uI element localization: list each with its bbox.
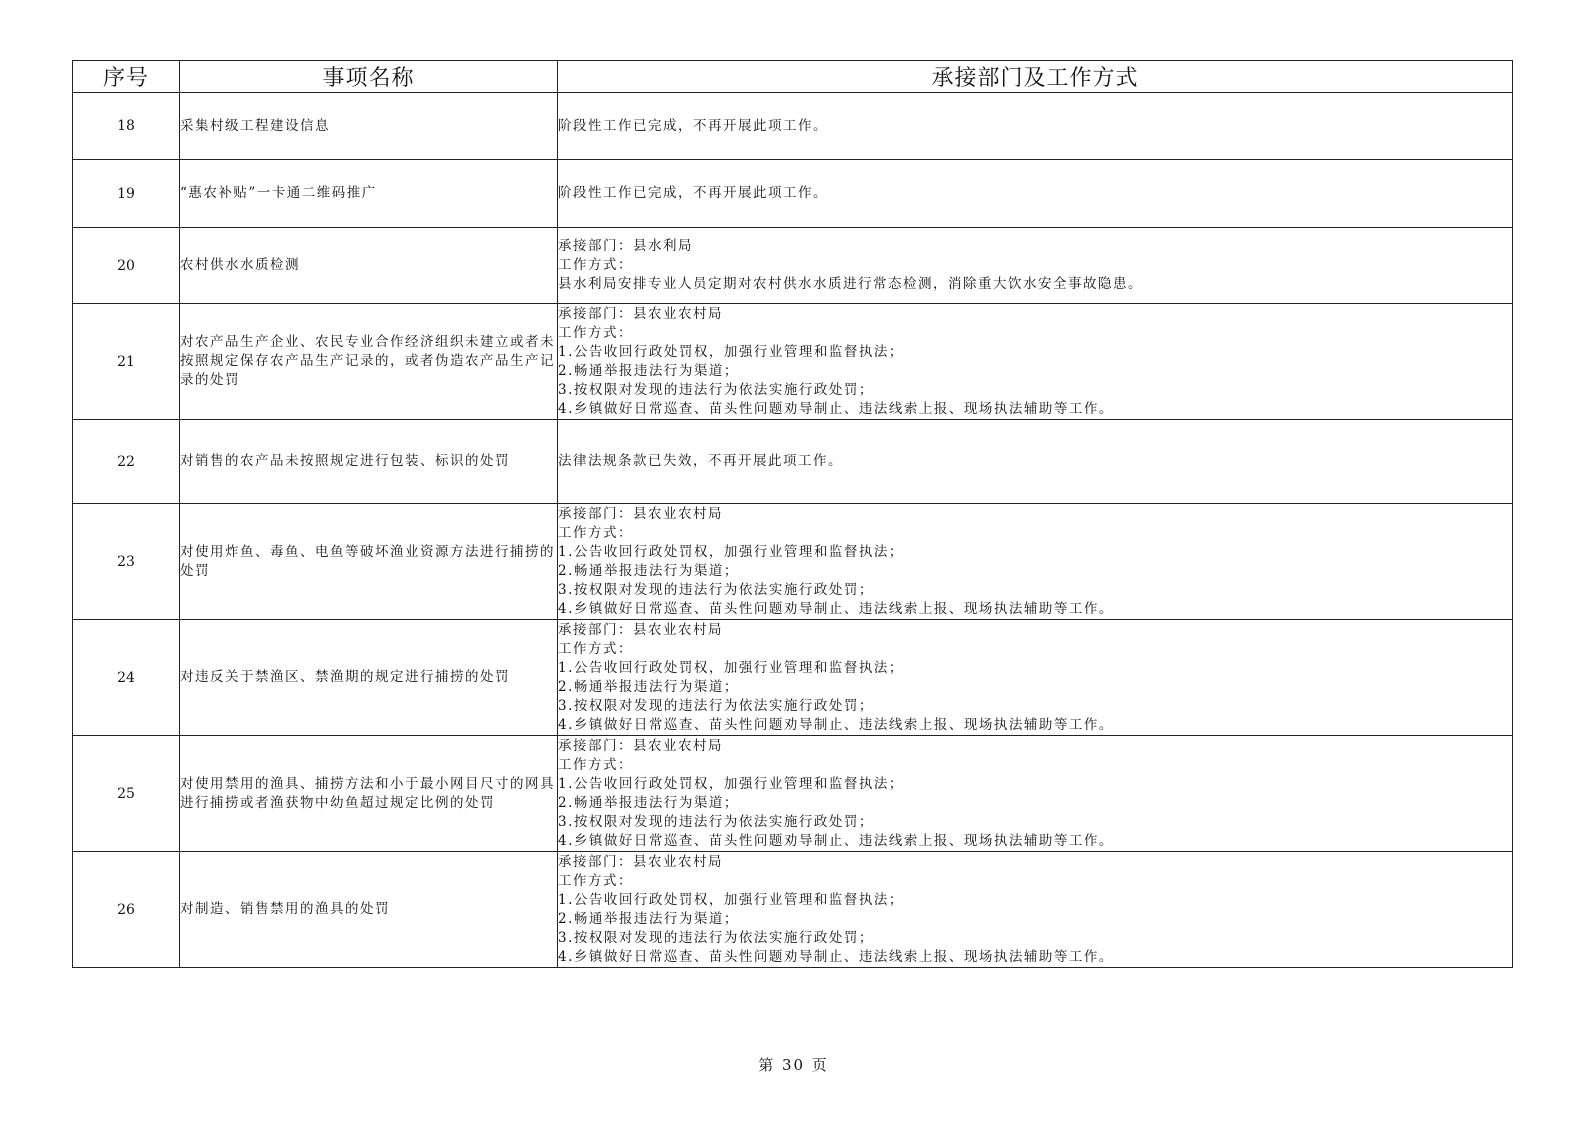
item-name: 对违反关于禁渔区、禁渔期的规定进行捕捞的处罚 [180,620,558,736]
table-header-row [73,61,1513,93]
item-method [558,504,1513,620]
method-line: 4.乡镇做好日常巡查、苗头性问题劝导制止、违法线索上报、现场执法辅助等工作。 [558,400,1114,417]
row-number: 21 [73,304,180,420]
method-line: 1.公告收回行政处罚权，加强行业管理和监督执法； [558,891,904,908]
method-line: 阶段性工作已完成，不再开展此项工作。 [558,117,828,134]
method-line: 4.乡镇做好日常巡查、苗头性问题劝导制止、违法线索上报、现场执法辅助等工作。 [558,948,1114,965]
item-name: 采集村级工程建设信息 [180,93,558,160]
method-line: 3.按权限对发现的违法行为依法实施行政处罚； [558,697,874,714]
row-number: 22 [73,420,180,504]
method-line: 2.畅通举报违法行为渠道； [558,562,739,579]
method-line: 3.按权限对发现的违法行为依法实施行政处罚； [558,929,874,946]
item-method [558,228,1513,304]
method-line: 2.畅通举报违法行为渠道； [558,794,739,811]
table-row [73,620,1513,736]
item-method [558,620,1513,736]
table-row [73,93,1513,160]
row-number: 19 [73,160,180,228]
method-line: 3.按权限对发现的违法行为依法实施行政处罚； [558,581,874,598]
method-line: 承接部门：县农业农村局 [558,621,723,638]
method-line: 工作方式： [558,324,633,341]
header-no: 序号 [73,61,180,93]
method-line: 2.畅通举报违法行为渠道； [558,362,739,379]
table-row [73,160,1513,228]
item-method [558,852,1513,968]
page-number: 第 30 页 [758,1056,829,1074]
table-row [73,736,1513,852]
table-row [73,852,1513,968]
method-line: 1.公告收回行政处罚权，加强行业管理和监督执法； [558,543,904,560]
item-method [558,304,1513,420]
method-line: 承接部门：县农业农村局 [558,505,723,522]
method-line: 承接部门：县农业农村局 [558,737,723,754]
method-line: 法律法规条款已失效，不再开展此项工作。 [558,453,843,469]
header-name: 事项名称 [180,61,558,93]
item-name: 对使用炸鱼、毒鱼、电鱼等破坏渔业资源方法进行捕捞的处罚 [180,504,558,620]
row-number: 18 [73,93,180,160]
item-name: 对销售的农产品未按照规定进行包装、标识的处罚 [180,420,558,504]
method-line: 承接部门：县农业农村局 [558,853,723,870]
method-line: 阶段性工作已完成，不再开展此项工作。 [558,185,828,201]
method-line: 3.按权限对发现的违法行为依法实施行政处罚； [558,813,874,830]
item-method [558,736,1513,852]
method-line: 工作方式： [558,257,633,273]
row-number: 20 [73,228,180,304]
method-line: 1.公告收回行政处罚权，加强行业管理和监督执法； [558,775,904,792]
method-line: 2.畅通举报违法行为渠道； [558,910,739,927]
row-number: 26 [73,852,180,968]
item-name: “惠农补贴”一卡通二维码推广 [180,160,558,228]
table-row [73,228,1513,304]
method-line: 4.乡镇做好日常巡查、苗头性问题劝导制止、违法线索上报、现场执法辅助等工作。 [558,600,1114,617]
item-method [558,93,1513,160]
items-table [72,60,1513,968]
method-line: 承接部门：县农业农村局 [558,305,723,322]
method-line: 3.按权限对发现的违法行为依法实施行政处罚； [558,381,874,398]
method-line: 4.乡镇做好日常巡查、苗头性问题劝导制止、违法线索上报、现场执法辅助等工作。 [558,832,1114,849]
method-line: 工作方式： [558,756,633,773]
item-name: 对制造、销售禁用的渔具的处罚 [180,852,558,968]
method-line: 承接部门：县水利局 [558,238,693,254]
method-line: 4.乡镇做好日常巡查、苗头性问题劝导制止、违法线索上报、现场执法辅助等工作。 [558,716,1114,733]
item-name: 对农产品生产企业、农民专业合作经济组织未建立或者未按照规定保存农产品生产记录的，或者伪造农产品生产记录的处罚 [180,304,558,420]
item-method [558,160,1513,228]
header-method: 承接部门及工作方式 [558,61,1513,93]
method-line: 1.公告收回行政处罚权，加强行业管理和监督执法； [558,343,904,360]
table-row [73,420,1513,504]
row-number: 23 [73,504,180,620]
row-number: 24 [73,620,180,736]
table-row [73,504,1513,620]
method-line: 1.公告收回行政处罚权，加强行业管理和监督执法； [558,659,904,676]
method-line: 工作方式： [558,872,633,889]
table-body [73,93,1513,968]
method-line: 2.畅通举报违法行为渠道； [558,678,739,695]
item-method [558,420,1513,504]
table-row [73,304,1513,420]
item-name: 对使用禁用的渔具、捕捞方法和小于最小网目尺寸的网具进行捕捞或者渔获物中幼鱼超过规定比例的处罚 [180,736,558,852]
row-number: 25 [73,736,180,852]
method-line: 工作方式： [558,640,633,657]
method-line: 工作方式： [558,524,633,541]
method-line: 县水利局安排专业人员定期对农村供水水质进行常态检测，消除重大饮水安全事故隐患。 [558,276,1143,292]
item-name: 农村供水水质检测 [180,228,558,304]
